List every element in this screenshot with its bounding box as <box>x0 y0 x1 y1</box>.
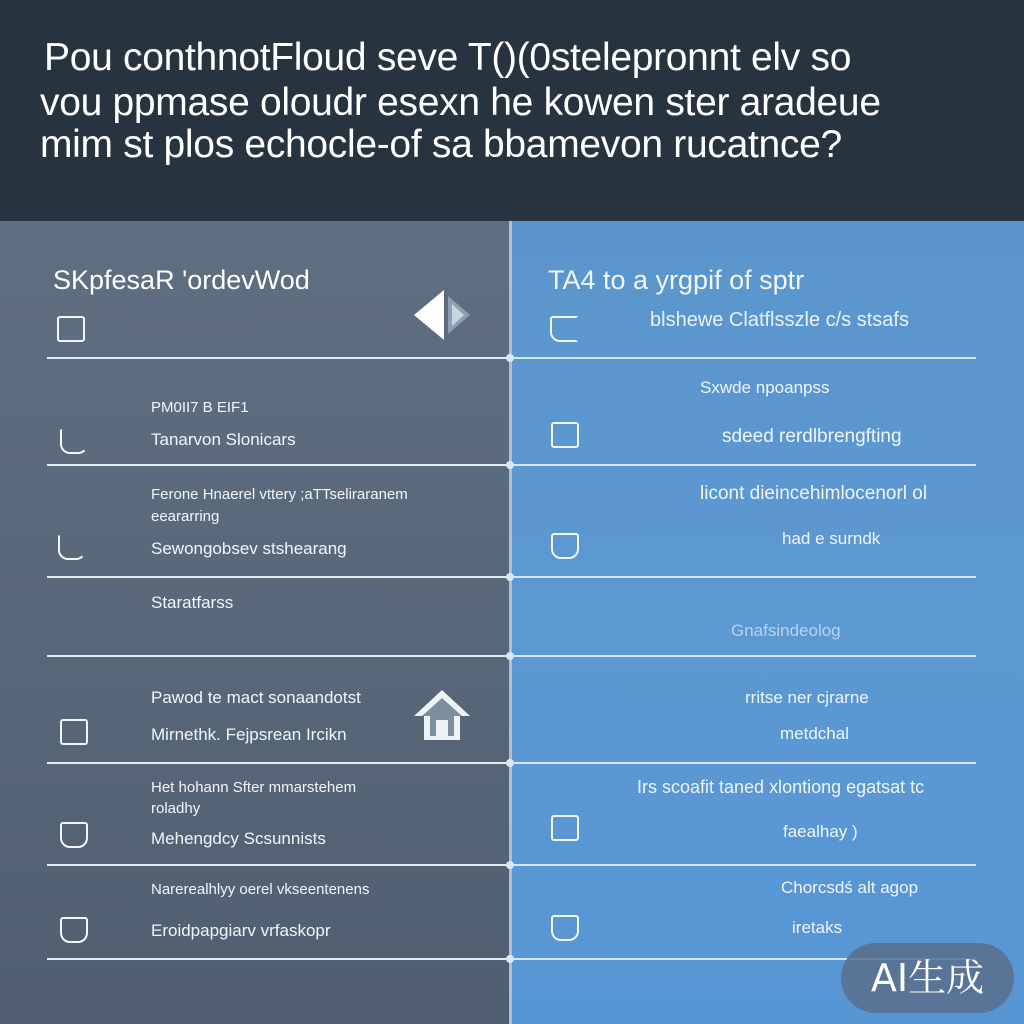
divider-dot <box>506 573 514 581</box>
row-label: Chorcsdś alt agop <box>781 878 919 897</box>
right-column-title: TA4 to a yrgpif of sptr <box>548 265 805 295</box>
header-banner <box>0 0 1024 221</box>
checkbox-icon[interactable] <box>60 822 88 848</box>
home-icon[interactable] <box>412 688 472 744</box>
nav-arrow-icon[interactable] <box>412 288 474 342</box>
row-label: licont dieincehimlocenorl ol <box>700 483 928 504</box>
row-label: Eroidpapgiarv vrfaskopr <box>151 921 331 940</box>
row-label: faealhay ) <box>783 822 858 841</box>
checkbox-icon[interactable] <box>550 316 578 342</box>
row-divider <box>47 762 509 764</box>
divider-dot <box>506 652 514 660</box>
checkbox-icon[interactable] <box>551 533 579 559</box>
row-divider <box>513 655 976 657</box>
row-divider <box>47 655 509 657</box>
header-line: mim st plos echocle-of sa bbamevon rucatnce? <box>40 123 842 166</box>
row-label: Mehengdcy Scsunnists <box>151 829 326 848</box>
row-label: Gnafsindeolog <box>731 621 841 640</box>
row-divider <box>513 576 976 578</box>
right-column-subtitle: blshewe Clatflsszle c/s stsafs <box>650 309 909 331</box>
row-divider <box>47 576 509 578</box>
checkbox-icon[interactable] <box>60 917 88 943</box>
row-label: iretaks <box>792 918 843 937</box>
checkbox-icon[interactable] <box>551 915 579 941</box>
checkbox-icon[interactable] <box>60 428 88 454</box>
column-divider <box>509 221 512 1024</box>
row-label: Sxwde npoanpss <box>700 378 830 397</box>
divider-dot <box>506 955 514 963</box>
row-label: Tanarvon Slonicars <box>151 430 296 449</box>
checkbox-icon[interactable] <box>551 815 579 841</box>
row-divider <box>513 357 976 359</box>
divider-dot <box>506 759 514 767</box>
row-label: eeararring <box>151 508 220 525</box>
checkbox-icon[interactable] <box>58 534 86 560</box>
left-column-title: SKpfesaR 'ordevWod <box>53 265 310 295</box>
row-divider <box>513 464 976 466</box>
header-line: Pou conthnotFloud seve T()(0stelepronnt elv so <box>44 36 852 79</box>
checkbox-icon[interactable] <box>60 719 88 745</box>
row-label: sdeed rerdlbrengfting <box>722 426 902 447</box>
row-label: Mirnethk. Fejpsrean Ircikn <box>151 725 347 744</box>
row-label: Het hohann Sfter mmarstehem <box>151 779 357 796</box>
row-label: metdchal <box>780 724 849 743</box>
checkbox-icon[interactable] <box>57 316 85 342</box>
ai-generated-badge: AI生成 <box>841 943 1014 1013</box>
divider-dot <box>506 461 514 469</box>
divider-dot <box>506 861 514 869</box>
header-line: vou ppmase oloudr esexn he kowen ster aradeue <box>40 81 881 124</box>
checkbox-icon[interactable] <box>551 422 579 448</box>
row-divider <box>513 864 976 866</box>
row-divider <box>47 958 509 960</box>
row-divider <box>513 762 976 764</box>
row-label: Narerealhlyy oerel vkseentenens <box>151 881 370 898</box>
row-label: Sewongobsev stshearang <box>151 539 347 558</box>
row-divider <box>47 357 509 359</box>
row-label: had e surndk <box>782 529 881 548</box>
row-divider <box>47 464 509 466</box>
row-label: PM0II7 B EIF1 <box>151 399 249 416</box>
divider-dot <box>506 354 514 362</box>
row-label: Staratfarss <box>151 593 234 612</box>
row-divider <box>47 864 509 866</box>
row-label: rritse ner cjrarne <box>745 688 869 707</box>
row-label: Pawod te mact sonaandotst <box>151 688 361 707</box>
row-label: roladhy <box>151 800 201 817</box>
row-label: Ferone Hnaerel vttery ;aTTseliraranem <box>151 486 408 503</box>
row-label: Irs scoafit taned xlontiong egatsat tc <box>637 777 925 797</box>
